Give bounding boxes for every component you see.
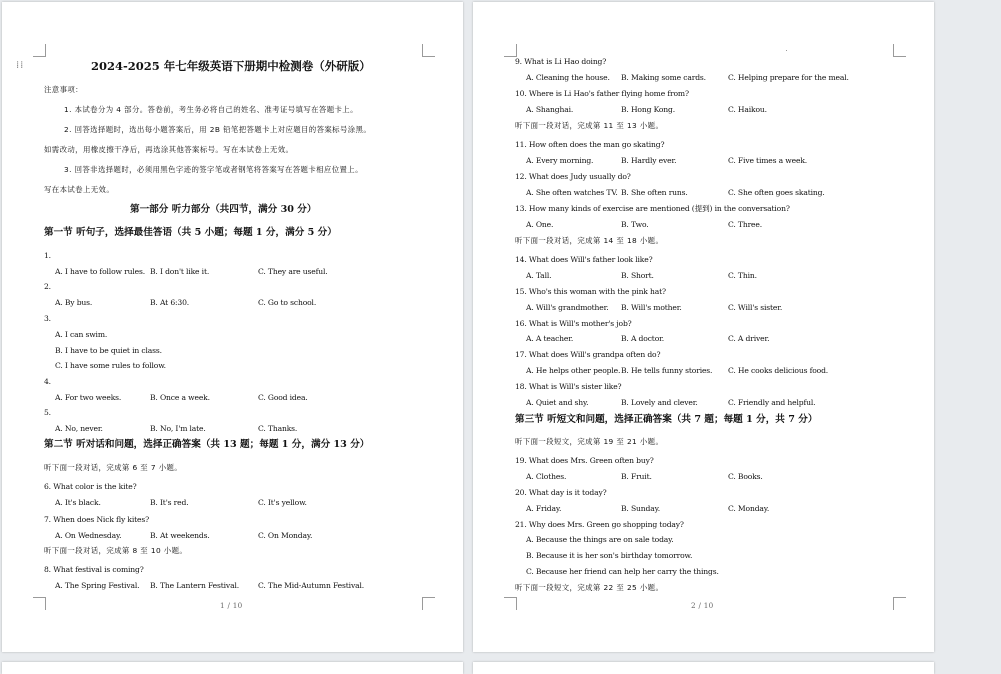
question-text: 10. Where is Li Hao's father flying home from?	[515, 89, 689, 98]
section-title: 第一节 听句子，选择最佳答语（共 5 小题；每题 1 分，满分 5 分）	[44, 227, 337, 238]
option-c: C. Monday.	[728, 504, 770, 513]
option-a: A. Shanghai.	[526, 105, 574, 114]
question-text: 12. What does Judy usually do?	[515, 172, 631, 181]
listening-instruction: 听下面一段对话，完成第 11 至 13 小题。	[515, 121, 664, 130]
option-a: A. A teacher.	[526, 334, 574, 343]
option-a: A. One.	[526, 220, 554, 229]
question-text: 8. What festival is coming?	[44, 565, 144, 574]
option-a: A. On Wednesday.	[55, 531, 122, 540]
option-b: B. Once a week.	[150, 393, 210, 402]
option-c: C. It's yellow.	[258, 498, 307, 507]
option-c: C. A driver.	[728, 334, 770, 343]
option-a: A. The Spring Festival.	[55, 581, 140, 590]
option-b: B. Hong Kong.	[621, 105, 676, 114]
option-a: A. Cleaning the house.	[526, 73, 610, 82]
document-page-2	[473, 2, 934, 652]
option-b: B. Making some cards.	[621, 73, 706, 82]
option-c: C. Good idea.	[258, 393, 308, 402]
crop-mark	[33, 597, 46, 610]
listening-instruction: 听下面一段短文，完成第 19 至 21 小题。	[515, 437, 664, 446]
option-b: B. At weekends.	[150, 531, 210, 540]
decorative-dot	[786, 50, 787, 51]
part-title: 第一部分 听力部分（共四节，满分 30 分）	[130, 204, 317, 215]
document-page-4-edge	[473, 662, 934, 674]
question-text: 9. What is Li Hao doing?	[515, 57, 607, 66]
question-text: 16. What is Will's mother's job?	[515, 319, 632, 328]
option-b: B. He tells funny stories.	[621, 366, 713, 375]
question-text: 19. What does Mrs. Green often buy?	[515, 456, 654, 465]
option-c: C. I have some rules to follow.	[55, 361, 166, 370]
question-text: 11. How often does the man go skating?	[515, 140, 665, 149]
option-a: A. Every morning.	[526, 156, 594, 165]
notice-line: 如需改动，用橡皮擦干净后，再选涂其他答案标号。写在本试卷上无效。	[44, 145, 294, 154]
option-b: B. It's red.	[150, 498, 189, 507]
question-text: 18. What is Will's sister like?	[515, 382, 622, 391]
option-b: B. Fruit.	[621, 472, 652, 481]
option-a: A. I have to follow rules.	[55, 267, 145, 276]
option-c: C. Go to school.	[258, 298, 317, 307]
question-text: 6. What color is the kite?	[44, 482, 137, 491]
option-a: A. He helps other people.	[526, 366, 621, 375]
option-a: A. Clothes.	[526, 472, 567, 481]
option-a: A. Quiet and shy.	[526, 398, 589, 407]
option-c: C. Haikou.	[728, 105, 767, 114]
option-b: B. I don't like it.	[150, 267, 210, 276]
document-page-3-edge	[2, 662, 463, 674]
option-c: C. Will's sister.	[728, 303, 783, 312]
question-number: 3.	[44, 314, 51, 323]
option-b: B. No, I'm late.	[150, 424, 206, 433]
option-c: C. Five times a week.	[728, 156, 808, 165]
option-c: C. They are useful.	[258, 267, 328, 276]
crop-mark	[422, 44, 435, 57]
page-number: 1 / 10	[220, 601, 243, 610]
option-c: C. On Monday.	[258, 531, 313, 540]
option-a: A. I can swim.	[55, 330, 108, 339]
notice-line: 3. 回答非选择题时，必须用黑色字迹的签字笔或者钢笔将答案写在答题卡相应位置上。	[64, 165, 363, 174]
listening-instruction: 听下面一段短文，完成第 22 至 25 小题。	[515, 583, 664, 592]
option-a: A. It's black.	[55, 498, 101, 507]
question-number: 4.	[44, 377, 51, 386]
listening-instruction: 听下面一段对话，完成第 8 至 10 小题。	[44, 546, 188, 555]
question-number: 2.	[44, 282, 51, 291]
option-c: C. The Mid-Autumn Festival.	[258, 581, 365, 590]
question-text: 13. How many kinds of exercise are mentioned (提到) in the conversation?	[515, 204, 790, 213]
crop-mark	[504, 597, 517, 610]
notice-label: 注意事项：	[44, 85, 83, 94]
crop-mark	[504, 44, 517, 57]
question-text: 7. When does Nick fly kites?	[44, 515, 150, 524]
section-title: 第二节 听对话和问题，选择正确答案（共 13 题；每题 1 分，满分 13 分）	[44, 439, 370, 450]
document-page-1	[2, 2, 463, 652]
option-b: B. I have to be quiet in class.	[55, 346, 162, 355]
option-b: B. Lovely and clever.	[621, 398, 698, 407]
option-a: A. Will's grandmother.	[526, 303, 609, 312]
option-b: B. Two.	[621, 220, 649, 229]
option-a: A. Because the things are on sale today.	[526, 535, 674, 544]
listening-instruction: 听下面一段对话，完成第 14 至 18 小题。	[515, 236, 664, 245]
option-b: B. Because it is her son's birthday tomorrow.	[526, 551, 693, 560]
crop-mark	[893, 44, 906, 57]
option-c: C. Thin.	[728, 271, 757, 280]
option-c: C. Because her friend can help her carry the things.	[526, 567, 719, 576]
option-c: C. Thanks.	[258, 424, 298, 433]
crop-mark	[33, 44, 46, 57]
option-a: A. For two weeks.	[55, 393, 122, 402]
option-a: A. By bus.	[55, 298, 93, 307]
notice-line: 写在本试卷上无效。	[44, 185, 115, 194]
option-c: C. Friendly and helpful.	[728, 398, 816, 407]
option-a: A. Friday.	[526, 504, 562, 513]
question-number: 5.	[44, 408, 51, 417]
option-c: C. Books.	[728, 472, 763, 481]
option-b: B. The Lantern Festival.	[150, 581, 239, 590]
section-title: 第三节 听短文和问题，选择正确答案（共 7 题；每题 1 分，共 7 分）	[515, 414, 818, 425]
option-b: B. She often runs.	[621, 188, 688, 197]
notice-line: 1. 本试卷分为 4 部分。答卷前，考生务必将自己的姓名、准考证号填写在答题卡上。	[64, 105, 358, 114]
question-text: 14. What does Will's father look like?	[515, 255, 653, 264]
question-text: 21. Why does Mrs. Green go shopping today?	[515, 520, 684, 529]
option-b: B. At 6:30.	[150, 298, 190, 307]
option-c: C. Three.	[728, 220, 763, 229]
question-text: 20. What day is it today?	[515, 488, 607, 497]
option-b: B. Hardly ever.	[621, 156, 677, 165]
page-number: 2 / 10	[691, 601, 714, 610]
option-b: B. Will's mother.	[621, 303, 682, 312]
exam-title: 2024-2025 年七年级英语下册期中检测卷（外研版）	[91, 59, 371, 73]
drag-handle-icon[interactable]: ⁞⁞	[16, 60, 25, 71]
option-b: B. Short.	[621, 271, 654, 280]
option-c: C. He cooks delicious food.	[728, 366, 829, 375]
crop-mark	[893, 597, 906, 610]
option-a: A. No, never.	[55, 424, 103, 433]
question-text: 17. What does Will's grandpa often do?	[515, 350, 661, 359]
notice-line: 2. 回答选择题时，选出每小题答案后，用 2B 铅笔把答题卡上对应题目的答案标号涂黑。	[64, 125, 372, 134]
option-b: B. Sunday.	[621, 504, 660, 513]
listening-instruction: 听下面一段对话，完成第 6 至 7 小题。	[44, 463, 183, 472]
option-c: C. She often goes skating.	[728, 188, 825, 197]
option-a: A. She often watches TV.	[526, 188, 618, 197]
option-c: C. Helping prepare for the meal.	[728, 73, 849, 82]
crop-mark	[422, 597, 435, 610]
question-text: 15. Who's this woman with the pink hat?	[515, 287, 666, 296]
option-b: B. A doctor.	[621, 334, 665, 343]
question-number: 1.	[44, 251, 51, 260]
option-a: A. Tall.	[526, 271, 552, 280]
